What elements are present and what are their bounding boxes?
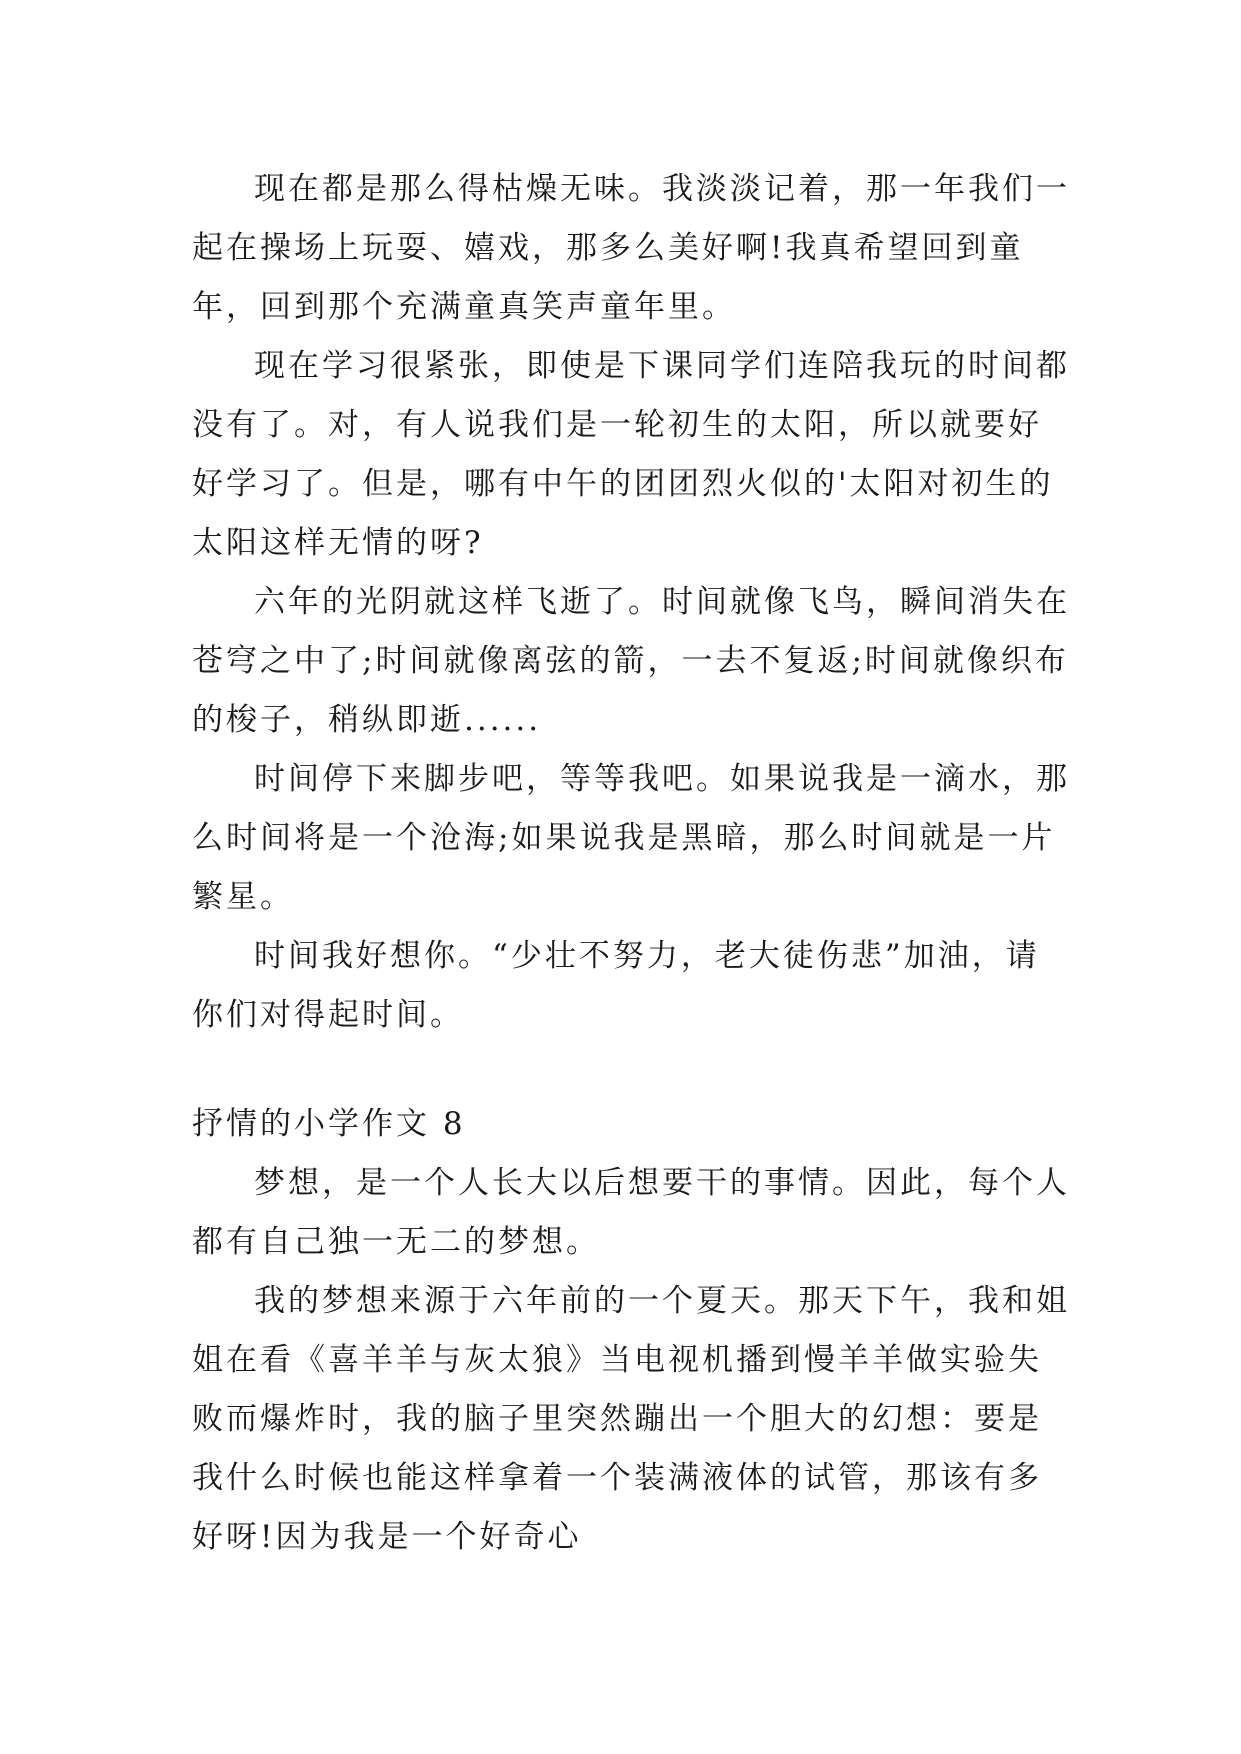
- paragraph: 六年的光阴就这样飞逝了。时间就像飞鸟，瞬间消失在苍穹之中了;时间就像离弦的箭，一去不复返;时间就像织布的梭子，稍纵即逝......: [192, 584, 1070, 738]
- section-title: 抒情的小学作文 8: [192, 1106, 466, 1142]
- paragraph: 我的梦想来源于六年前的一个夏天。那天下午，我和姐姐在看《喜羊羊与灰太狼》当电视机播到慢羊羊做实验失败而爆炸时，我的脑子里突然蹦出一个胆大的幻想：要是我什么时候也能这样拿着一个装满液体的试管，那该有多好呀!因为我是一个好奇心: [192, 1283, 1070, 1555]
- paragraph: 时间我好想你。“少壮不努力，老大徒伤悲”加油，请你们对得起时间。: [192, 938, 1040, 1033]
- paragraph: 时间停下来脚步吧，等等我吧。如果说我是一滴水，那么时间将是一个沧海;如果说我是黑暗，那么时间就是一片繁星。: [192, 761, 1070, 915]
- paragraph: 现在学习很紧张，即使是下课同学们连陪我玩的时间都没有了。对，有人说我们是一轮初生的太阳，所以就要好好学习了。但是，哪有中午的团团烈火似的'太阳对初生的太阳这样无情的呀?: [192, 348, 1070, 561]
- paragraph: 现在都是那么得枯燥无味。我淡淡记着，那一年我们一起在操场上玩耍、嬉戏，那多么美好啊!我真希望回到童年，回到那个充满童真笑声童年里。: [192, 171, 1070, 325]
- document-body: [192, 160, 1072, 1567]
- paragraph: 梦想，是一个人长大以后想要干的事情。因此，每个人都有自己独一无二的梦想。: [192, 1165, 1070, 1260]
